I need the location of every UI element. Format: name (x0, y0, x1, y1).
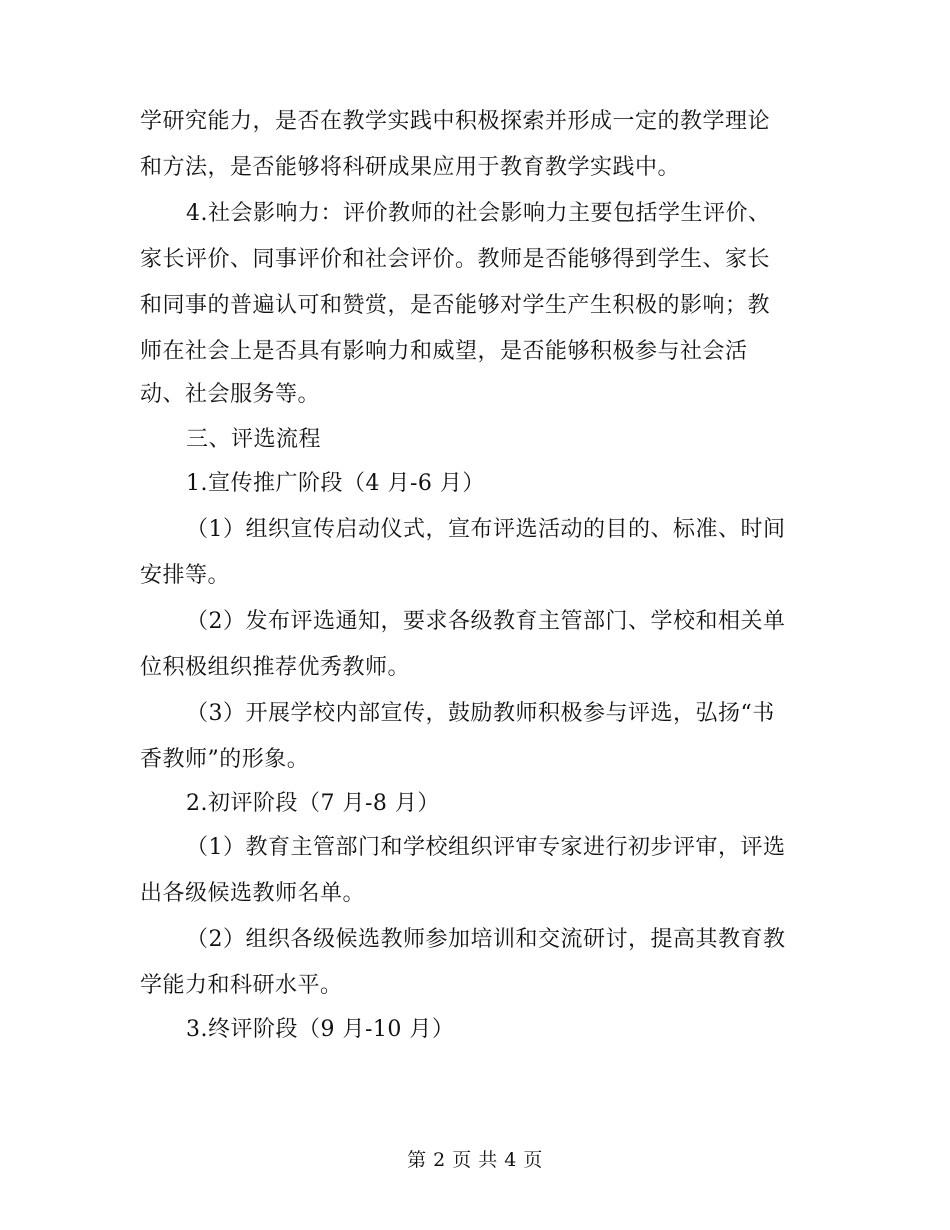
body-line: 动、社会服务等。 (140, 382, 321, 407)
body-line: 出各级候选教师名单。 (140, 881, 366, 906)
body-line: （1）组织宣传启动仪式，宣布评选活动的目的、标准、时间 (186, 517, 786, 542)
body-line: 和方法，是否能够将科研成果应用于教育教学实践中。 (140, 155, 681, 180)
body-line: 家长评价、同事评价和社会评价。教师是否能够得到学生、家长 (140, 247, 771, 272)
section-heading: 三、评选流程 (186, 427, 322, 452)
body-line: 学研究能力，是否在教学实践中积极探索并形成一定的教学理论 (140, 109, 771, 134)
body-line: （1）教育主管部门和学校组织评审专家进行初步评审，评选 (186, 835, 786, 860)
body-line: （3）开展学校内部宣传，鼓励教师积极参与评选，弘扬“书 (186, 701, 775, 726)
subsection-heading: 2.初评阶段（7 月-8 月） (186, 791, 440, 816)
body-line: 位积极组织推荐优秀教师。 (140, 655, 411, 680)
subsection-heading: 1.宣传推广阶段（4 月-6 月） (186, 471, 485, 496)
subsection-heading: 3.终评阶段（9 月-10 月） (186, 1017, 455, 1042)
body-line: 安排等。 (140, 563, 231, 588)
body-line: 4.社会影响力：评价教师的社会影响力主要包括学生评价、 (186, 201, 771, 226)
body-line: 和同事的普遍认可和赞赏，是否能够对学生产生积极的影响；教 (140, 293, 771, 318)
body-line: 师在社会上是否具有影响力和威望，是否能够积极参与社会活 (140, 339, 748, 364)
body-line: （2）组织各级候选教师参加培训和交流研讨，提高其教育教 (186, 927, 786, 952)
page-number-footer: 第 2 页 共 4 页 (407, 1149, 543, 1171)
body-line: 香教师”的形象。 (140, 747, 310, 772)
body-line: 学能力和科研水平。 (140, 973, 343, 998)
body-line: （2）发布评选通知，要求各级教育主管部门、学校和相关单 (186, 609, 786, 634)
